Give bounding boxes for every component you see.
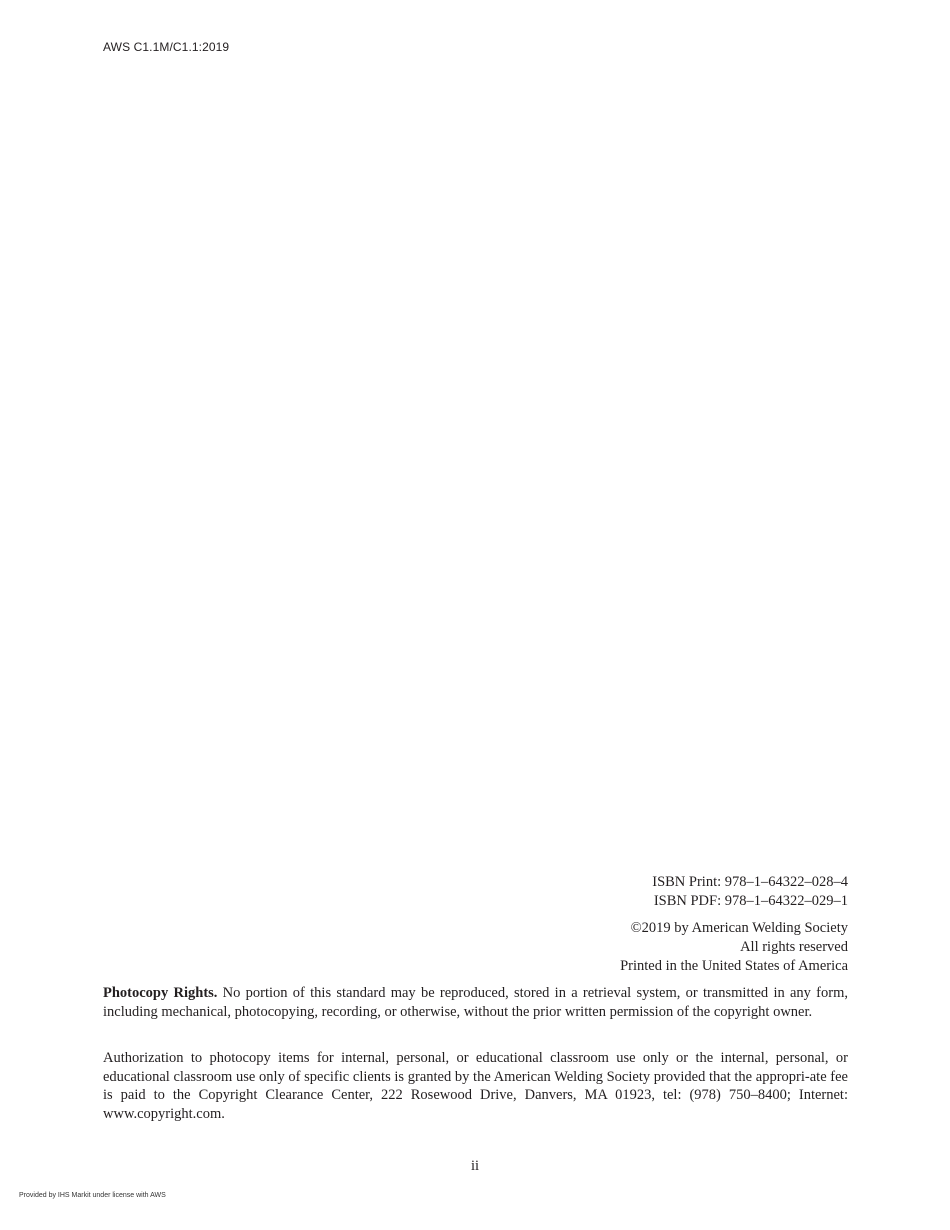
rights-reserved: All rights reserved <box>740 939 848 955</box>
photocopy-rights-lead: Photocopy Rights. <box>103 985 218 1001</box>
provider-footer: Provided by IHS Markit under license with AWS <box>19 1192 166 1199</box>
page-number: ii <box>470 1158 480 1174</box>
copyright-notice: ©2019 by American Welding Society <box>630 920 848 936</box>
isbn-print: ISBN Print: 978–1–64322–028–4 <box>652 874 848 890</box>
isbn-pdf: ISBN PDF: 978–1–64322–029–1 <box>653 893 848 909</box>
photocopy-rights-paragraph <box>103 984 848 1021</box>
photocopy-rights-text: No portion of this standard may be reproduced, stored in a retrieval system, or transmitted in any form, including mechanical, photocopying, recording, or otherwise, without the prior written permission of the copyright owner. <box>103 985 848 1020</box>
copyright-block <box>620 919 848 976</box>
printed-in: Printed in the United States of America <box>620 958 848 974</box>
authorization-paragraph: Authorization to photocopy items for internal, personal, or educational classroom use only or the internal, personal, or educational classroom use only of specific clients is granted by the American Welding Society provided that the appropri-ate fee is paid to the Copyright Clearance Center, 222 Rosewood Drive, Danvers, MA 01923, tel: (978) 750–8400; Internet: www.copyright.com. <box>103 1050 848 1122</box>
running-header: AWS C1.1M/C1.1:2019 <box>103 40 230 54</box>
isbn-block <box>652 873 848 911</box>
